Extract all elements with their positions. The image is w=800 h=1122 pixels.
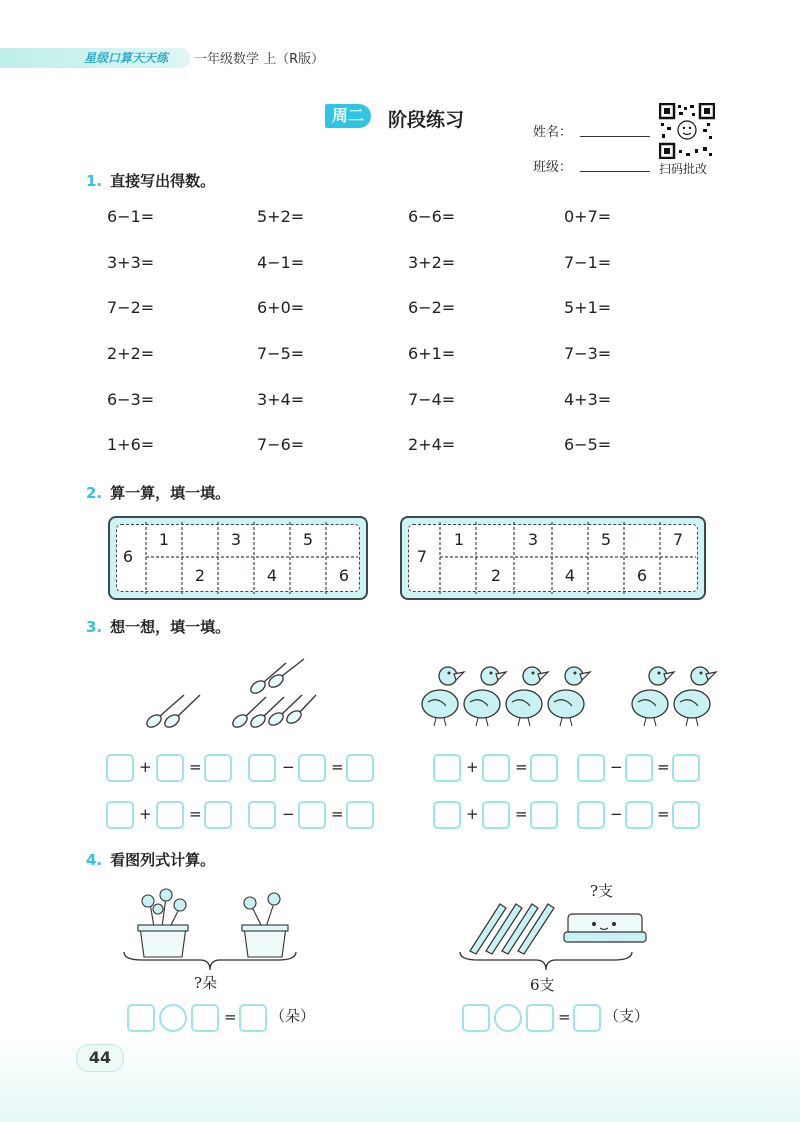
pencil-case-question: ?支 — [590, 882, 614, 900]
answer-box[interactable] — [248, 801, 276, 829]
name-label: 姓名： — [533, 125, 573, 140]
grid-cell[interactable]: 6 — [338, 566, 350, 585]
section-4-number: 4. — [86, 851, 103, 869]
answer-box[interactable] — [526, 1004, 554, 1032]
ducks-illustration — [420, 656, 720, 728]
equation: 4−1= — [257, 253, 305, 272]
grid-cell[interactable]: 5 — [600, 530, 612, 549]
equals-sign: = — [657, 758, 670, 776]
day-badge: 周二 — [325, 104, 371, 128]
spoons-illustration — [140, 655, 320, 735]
grid-cell[interactable]: 3 — [527, 530, 539, 549]
section-1-title: 直接写出得数。 — [110, 172, 216, 190]
name-field[interactable] — [580, 136, 650, 137]
series-tag: 星级口算天天练 — [84, 51, 169, 65]
plus-sign: + — [139, 758, 152, 776]
qr-label: 扫码批改 — [659, 162, 708, 176]
plus-sign: + — [139, 805, 152, 823]
section-3-number: 3. — [86, 618, 103, 636]
equation: 7−4= — [408, 390, 456, 409]
section-2-title: 算一算，填一填。 — [110, 484, 231, 502]
grid-cell[interactable]: 3 — [230, 530, 242, 549]
answer-box[interactable] — [191, 1004, 219, 1032]
equation: 6+0= — [257, 298, 305, 317]
plus-sign: + — [466, 758, 479, 776]
answer-box[interactable] — [482, 801, 510, 829]
equals-sign: = — [224, 1008, 237, 1026]
unit-label: （朵） — [270, 1007, 316, 1025]
minus-sign: − — [282, 805, 295, 823]
answer-box[interactable] — [625, 801, 653, 829]
answer-box[interactable] — [672, 801, 700, 829]
section-3-heading — [86, 616, 230, 637]
equation: 6−1= — [107, 207, 155, 226]
equation: 1+6= — [107, 435, 155, 454]
equation: 4+3= — [564, 390, 612, 409]
equals-sign: = — [189, 805, 202, 823]
grid-cell[interactable]: 2 — [194, 566, 206, 585]
pen-total-label: 6支 — [530, 976, 555, 994]
answer-box[interactable] — [204, 754, 232, 782]
minus-sign: − — [610, 805, 623, 823]
answer-box[interactable] — [577, 754, 605, 782]
class-field[interactable] — [580, 171, 650, 172]
equation: 6−3= — [107, 390, 155, 409]
operator-circle[interactable] — [159, 1004, 187, 1032]
equation: 7−1= — [564, 253, 612, 272]
answer-box[interactable] — [573, 1004, 601, 1032]
answer-box[interactable] — [346, 801, 374, 829]
answer-box[interactable] — [106, 801, 134, 829]
section-3-title: 想一想，填一填。 — [110, 618, 231, 636]
equation: 7−6= — [257, 435, 305, 454]
plus-sign: + — [466, 805, 479, 823]
grid-cell[interactable]: 4 — [266, 566, 278, 585]
answer-box[interactable] — [248, 754, 276, 782]
section-2-heading — [86, 482, 230, 503]
answer-box[interactable] — [433, 754, 461, 782]
equation: 0+7= — [564, 207, 612, 226]
equation: 2+2= — [107, 344, 155, 363]
book-title: 一年级数学 上（R版） — [194, 52, 325, 67]
page-number: 44 — [76, 1044, 124, 1072]
equation: 3+2= — [408, 253, 456, 272]
equals-sign: = — [515, 758, 528, 776]
grid-cell[interactable]: 1 — [453, 530, 465, 549]
minus-sign: − — [610, 758, 623, 776]
answer-box[interactable] — [156, 754, 184, 782]
minus-sign: − — [282, 758, 295, 776]
grid-cell[interactable]: 1 — [158, 530, 170, 549]
equals-sign: = — [331, 805, 344, 823]
equation: 6−5= — [564, 435, 612, 454]
equation: 5+2= — [257, 207, 305, 226]
answer-box[interactable] — [462, 1004, 490, 1032]
equals-sign: = — [558, 1008, 571, 1026]
section-4-heading — [86, 849, 215, 870]
answer-box[interactable] — [298, 754, 326, 782]
grid-cell[interactable]: 7 — [672, 530, 684, 549]
equation: 7−5= — [257, 344, 305, 363]
grid-cell[interactable]: 4 — [564, 566, 576, 585]
answer-box[interactable] — [530, 754, 558, 782]
equals-sign: = — [515, 805, 528, 823]
section-1-heading — [86, 170, 215, 191]
answer-box[interactable] — [156, 801, 184, 829]
grid-cell[interactable]: 6 — [636, 566, 648, 585]
equation: 3+3= — [107, 253, 155, 272]
equals-sign: = — [189, 758, 202, 776]
right-brace — [458, 950, 634, 972]
answer-box[interactable] — [625, 754, 653, 782]
equation: 5+1= — [564, 298, 612, 317]
pens-illustration — [460, 896, 650, 956]
operator-circle[interactable] — [494, 1004, 522, 1032]
flower-pots-illustration — [120, 885, 300, 960]
equation: 7−2= — [107, 298, 155, 317]
total-number: 6 — [122, 547, 134, 566]
equation: 6−6= — [408, 207, 456, 226]
answer-box[interactable] — [433, 801, 461, 829]
section-4-title: 看图列式计算。 — [110, 851, 216, 869]
class-label: 班级： — [533, 160, 573, 175]
section-1-number: 1. — [86, 172, 103, 190]
answer-box[interactable] — [577, 801, 605, 829]
grid-cell[interactable]: 2 — [490, 566, 502, 585]
total-number: 7 — [416, 547, 428, 566]
equals-sign: = — [331, 758, 344, 776]
page-title: 阶段练习 — [388, 109, 465, 131]
answer-box[interactable] — [239, 1004, 267, 1032]
flower-total-label: ?朵 — [194, 974, 218, 992]
unit-label: （支） — [604, 1007, 650, 1025]
qr-code-icon[interactable] — [659, 103, 715, 159]
section-2-number: 2. — [86, 484, 103, 502]
grid-cell[interactable]: 5 — [302, 530, 314, 549]
answer-box[interactable] — [106, 754, 134, 782]
equation: 2+4= — [408, 435, 456, 454]
answer-box[interactable] — [204, 801, 232, 829]
equation: 7−3= — [564, 344, 612, 363]
answer-box[interactable] — [672, 754, 700, 782]
left-brace — [122, 950, 298, 972]
answer-box[interactable] — [298, 801, 326, 829]
answer-box[interactable] — [127, 1004, 155, 1032]
equals-sign: = — [657, 805, 670, 823]
equation: 6−2= — [408, 298, 456, 317]
answer-box[interactable] — [346, 754, 374, 782]
answer-box[interactable] — [482, 754, 510, 782]
equation: 3+4= — [257, 390, 305, 409]
answer-box[interactable] — [530, 801, 558, 829]
equation: 6+1= — [408, 344, 456, 363]
